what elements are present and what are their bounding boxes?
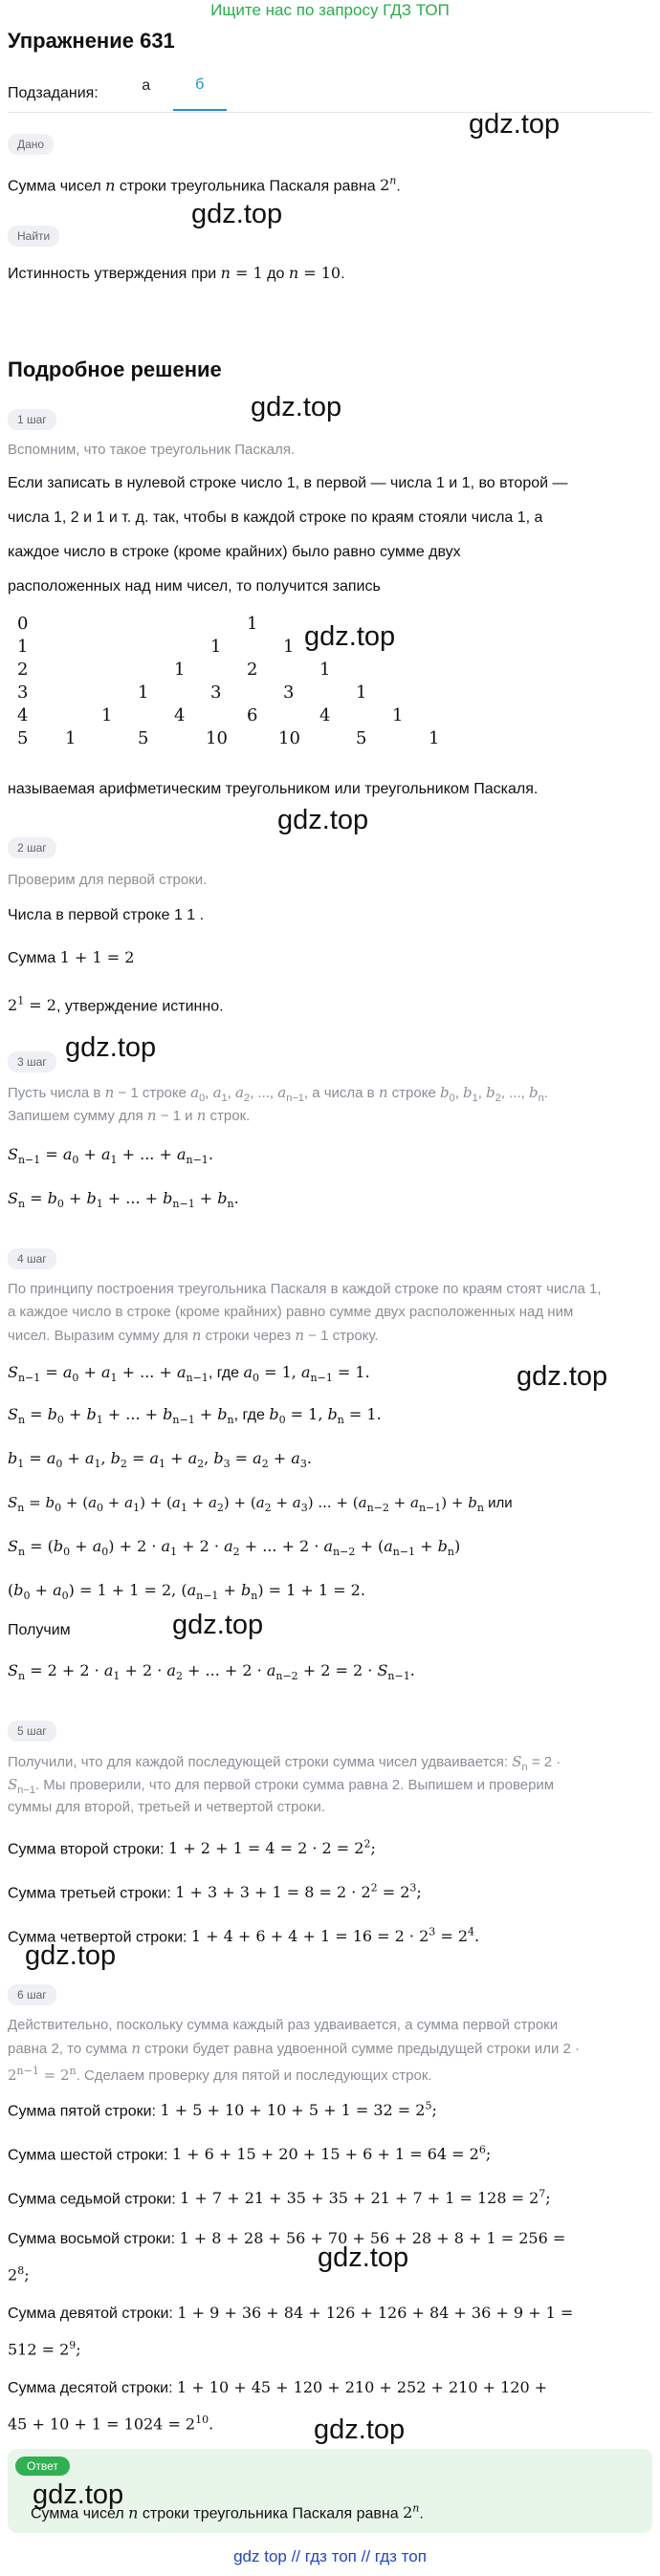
pascal-row-index: 1 <box>17 637 29 657</box>
step4-eq1: $S_{n-1} = a_0 + a_1$ + ... + $a_{n-1}$, где $a_0 = 1$, $a_{n-1} = 1$. <box>8 1363 370 1385</box>
step6-ninth-cont: $512 = 2^9$; <box>8 2339 81 2359</box>
step6-hint1: Действительно, поскольку сумма каждый раз удваивается, а сумма первой строки <box>8 2017 559 2033</box>
pascal-row-index: 4 <box>17 705 29 725</box>
step5-chip: 5 шаг <box>8 1721 56 1742</box>
watermark: gdz.top <box>314 2414 406 2445</box>
step2-chip: 2 шаг <box>8 837 56 858</box>
step6-sixth: Сумма шестой строки: $1 + 6 + 15 + 20 + 15 + 6 + 1 = 64 = 2^6$; <box>8 2144 492 2164</box>
page-title: Упражнение 631 <box>8 29 175 53</box>
pascal-cell: 1 <box>65 728 77 748</box>
step4-eq4: $S_n = b_0 + (a_0 + a_1) + (a_1 + a_2) + (a_2 + a_3)$ ... + $(a_{n-2} + a_{n-1}) + b_n$ или <box>8 1494 513 1514</box>
watermark: gdz.top <box>25 1940 117 1971</box>
step1-chip: 1 шаг <box>8 409 56 430</box>
pascal-cell: 5 <box>138 728 149 748</box>
step5-third: Сумма третьей строки: $1 + 3 + 3 + 1 = 8 = 2 \cdot 2^2 = 2^3$; <box>8 1882 422 1902</box>
tab-b[interactable]: б <box>173 76 227 111</box>
pascal-cell: 1 <box>247 614 258 634</box>
pascal-cell: 1 <box>319 660 331 680</box>
step4-got: Получим <box>8 1622 71 1638</box>
given-chip: Дано <box>8 134 54 155</box>
step5-fourth: Сумма четвертой строки: $1 + 4 + 6 + 4 + 1 = 16 = 2 \cdot 2^3 = 2^4$. <box>8 1926 480 1946</box>
answer-text: Сумма чисел n строки треугольника Паскаля равна 2$^n$. <box>31 2502 424 2522</box>
step6-hint3: $2^{n-1} = 2^n$. Сделаем проверку для пятой и последующих строк. <box>8 2065 432 2084</box>
pascal-cell: 2 <box>247 660 258 680</box>
pascal-cell: 6 <box>247 705 258 725</box>
subtask-tabs <box>8 76 227 111</box>
step1-after: называемая арифметическим треугольником или треугольником Паскаля. <box>8 781 539 797</box>
pascal-row-index: 5 <box>17 728 29 748</box>
watermark: gdz.top <box>277 805 369 835</box>
pascal-cell: 1 <box>283 637 295 657</box>
answer-chip: Ответ <box>15 2457 70 2476</box>
step4-eq2: $S_n = b_0 + b_1$ + ... + $b_{n-1} + b_n$, где $b_0 = 1$, $b_n = 1$. <box>8 1405 382 1427</box>
pascal-cell: 1 <box>429 728 440 748</box>
step5-hint1: Получили, что для каждой последующей строки сумма чисел удваивается: $S_n = 2$ · <box>8 1753 561 1773</box>
step2-hint: Проверим для первой строки. <box>8 872 208 888</box>
watermark: gdz.top <box>251 392 342 422</box>
step3-hint2: Запишем сумму для n − 1 и n строк. <box>8 1107 251 1124</box>
pascal-row-index: 0 <box>17 614 29 634</box>
top-banner[interactable]: Ищите нас по запросу ГДЗ ТОП <box>210 1 450 19</box>
step4-hint1: По принципу построения треугольника Паскаля в каждой строке по краям стоят числа 1, <box>8 1281 602 1297</box>
subtask-label: Подзадания: <box>8 85 99 101</box>
pascal-cell: 3 <box>210 682 222 703</box>
pascal-row-index: 2 <box>17 660 29 680</box>
step6-chip: 6 шаг <box>8 1984 56 2005</box>
step1-line2: числа 1, 2 и 1 и т. д. так, чтобы в каждой строке по краям стояли числа 1, а <box>8 509 543 526</box>
pascal-cell: 1 <box>392 705 404 725</box>
step1-line3: каждое число в строке (кроме крайних) было равно сумме двух <box>8 544 461 560</box>
step5-hint3: суммы для второй, третьей и четвертой строки. <box>8 1799 325 1815</box>
step2-line3: $2^1 = 2$, утверждение истинно. <box>8 995 224 1015</box>
pascal-cell: 10 <box>206 728 228 748</box>
step4-eq3: $b_1 = a_0 + a_1$, $b_2 = a_1 + a_2$, $b_3 = a_2 + a_3$. <box>8 1449 312 1471</box>
watermark: gdz.top <box>304 621 396 652</box>
pascal-cell: 10 <box>278 728 300 748</box>
pascal-cell: 1 <box>356 682 367 703</box>
step3-eq2: $S_n = b_0 + b_1$ + ... + $b_{n-1} + b_n$. <box>8 1189 239 1211</box>
step3-hint1: Пусть числа в n − 1 строке $a_0$, $a_1$, $a_2$, ..., $a_{n-1}$, а числа в n строке $b_0$, $b_1$, $b_2$, ..., $b_n$. <box>8 1084 548 1104</box>
pascal-cell: 1 <box>210 637 222 657</box>
step6-fifth: Сумма пятой строки: $1 + 5 + 10 + 10 + 5 + 1 = 32 = 2^5$; <box>8 2100 437 2120</box>
step6-ninth: Сумма девятой строки: 1 + 9 + 36 + 84 + 126 + 126 + 84 + 36 + 9 + 1 = <box>8 2304 574 2322</box>
step1-line1: Если записать в нулевой строке число 1, в первой — числа 1 и 1, во второй — <box>8 475 568 491</box>
step1-hint: Вспомним, что такое треугольник Паскаля. <box>8 442 296 458</box>
watermark: gdz.top <box>191 199 283 229</box>
step1-line4: расположенных над ним чисел, то получится запись <box>8 578 381 595</box>
step6-tenth-cont: $45 + 10 + 1 = 1024 = 2^{10}$. <box>8 2414 214 2434</box>
watermark: gdz.top <box>469 109 561 140</box>
step4-hint2: а каждое число в строке (кроме крайних) равно сумме двух расположенных над ним <box>8 1304 574 1320</box>
pascal-cell: 4 <box>174 705 186 725</box>
pascal-cell: 1 <box>174 660 186 680</box>
pascal-cell: 1 <box>138 682 149 703</box>
step6-tenth: Сумма десятой строки: 1 + 10 + 45 + 120 + 210 + 252 + 210 + 120 + <box>8 2378 548 2396</box>
pascal-cell: 1 <box>101 705 113 725</box>
watermark: gdz.top <box>65 1032 157 1063</box>
watermark: gdz.top <box>318 2242 409 2273</box>
find-chip: Найти <box>8 226 59 247</box>
step4-chip: 4 шаг <box>8 1248 56 1269</box>
watermark: gdz.top <box>33 2479 124 2510</box>
footer-links[interactable]: gdz top // гдз топ // гдз топ <box>233 2547 427 2565</box>
step4-eq7: $S_n = 2 + 2 \cdot a_1 + 2 \cdot a_2$ + ... + $2 \cdot a_{n-2} + 2 = 2 \cdot S_{n-1}$. <box>8 1661 415 1683</box>
step2-line1: Числа в первой строке 1 1 . <box>8 907 205 923</box>
step3-chip: 3 шаг <box>8 1051 56 1072</box>
find-text: Истинность утверждения при n = 1 до n = 10. <box>8 264 345 282</box>
pascal-cell: 4 <box>319 705 331 725</box>
step4-eq5: $S_n = (b_0 + a_0) + 2 \cdot a_1 + 2 \cdot a_2$ + ... + $2 \cdot a_{n-2} + (a_{n-1} + b_n)$ <box>8 1537 461 1559</box>
step5-second: Сумма второй строки: $1 + 2 + 1 = 4 = 2 \cdot 2 = 2^2$; <box>8 1838 376 1858</box>
step4-eq6: $(b_0 + a_0) = 1 + 1 = 2$, $(a_{n-1} + b_n) = 1 + 1 = 2$. <box>8 1581 365 1603</box>
solution-title: Подробное решение <box>8 357 222 381</box>
given-text: Сумма чисел n строки треугольника Паскаля равна 2$^n$. <box>8 175 401 195</box>
step5-hint2: $S_{n-1}$. Мы проверили, что для первой строки сумма равна 2. Выпишем и проверим <box>8 1776 555 1796</box>
pascal-cell: 3 <box>283 682 295 703</box>
pascal-row-index: 3 <box>17 682 29 703</box>
step6-seventh: Сумма седьмой строки: $1 + 7 + 21 + 35 + 35 + 21 + 7 + 1 = 128 = 2^7$; <box>8 2188 551 2208</box>
step6-eighth: Сумма восьмой строки: 1 + 8 + 28 + 56 + 70 + 56 + 28 + 8 + 1 = 256 = <box>8 2229 566 2247</box>
watermark: gdz.top <box>517 1361 608 1392</box>
step3-eq1: $S_{n-1} = a_0 + a_1$ + ... + $a_{n-1}$. <box>8 1145 213 1167</box>
tab-a[interactable]: а <box>142 77 151 94</box>
step6-hint2: равна 2, то сумма n строки будет равна удвоенной сумме предыдущей строки или 2 · <box>8 2040 580 2057</box>
watermark: gdz.top <box>172 1610 264 1640</box>
step6-eighth-cont: $2^8$; <box>8 2264 30 2284</box>
step4-hint3: чисел. Выразим сумму для n строки через n − 1 строку. <box>8 1327 379 1344</box>
pascal-cell: 5 <box>356 728 367 748</box>
step2-line2: Сумма 1 + 1 = 2 <box>8 948 135 966</box>
